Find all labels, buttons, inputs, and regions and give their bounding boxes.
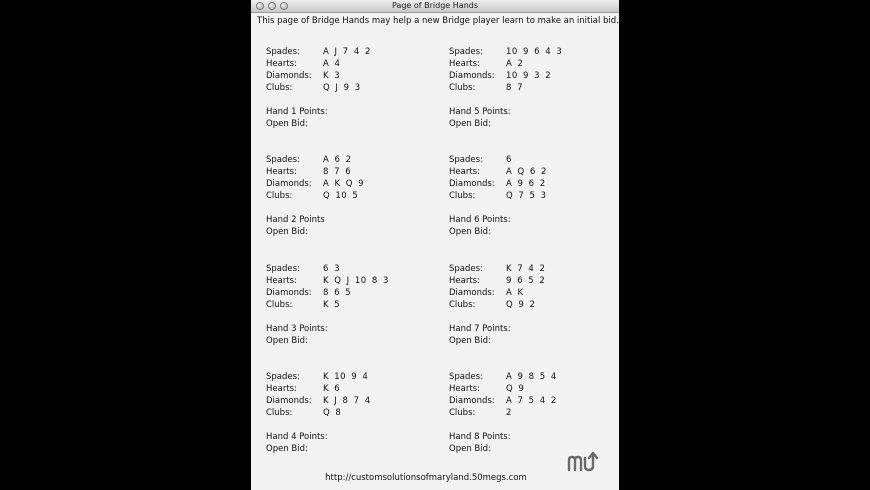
macupdate-logo-icon	[567, 452, 601, 472]
hearts-label: Hearts:	[266, 276, 297, 286]
clubs-cards: Q 8	[323, 408, 342, 418]
open-bid-label: Open Bid:	[449, 444, 491, 454]
spades-cards: A 6 2	[323, 155, 352, 165]
clubs-label: Clubs:	[266, 408, 293, 418]
open-bid-label: Open Bid:	[266, 444, 308, 454]
clubs-cards: K 5	[323, 300, 341, 310]
hearts-label: Hearts:	[266, 384, 297, 394]
hearts-cards: A 2	[506, 59, 524, 69]
spades-cards: 6	[506, 155, 512, 165]
open-bid-label: Open Bid:	[266, 336, 308, 346]
title-bar	[251, 0, 619, 13]
spades-cards: A 9 8 5 4	[506, 372, 557, 382]
hearts-label: Hearts:	[449, 384, 480, 394]
app-window	[251, 0, 619, 490]
hearts-label: Hearts:	[266, 59, 297, 69]
clubs-cards: Q 9 2	[506, 300, 536, 310]
spades-cards: 6 3	[323, 264, 341, 274]
diamonds-cards: K 3	[323, 71, 341, 81]
diamonds-label: Diamonds:	[449, 396, 495, 406]
spades-cards: 10 9 6 4 3	[506, 47, 563, 57]
open-bid-label: Open Bid:	[449, 227, 491, 237]
hand-points-label: Hand 5 Points:	[449, 107, 511, 117]
hearts-cards: K Q J 10 8 3	[323, 276, 389, 286]
hand-points-label: Hand 6 Points:	[449, 215, 511, 225]
spades-cards: A J 7 4 2	[323, 47, 371, 57]
hearts-cards: K 6	[323, 384, 341, 394]
diamonds-label: Diamonds:	[266, 396, 312, 406]
clubs-label: Clubs:	[449, 191, 476, 201]
clubs-label: Clubs:	[266, 300, 293, 310]
hand-points-label: Hand 3 Points:	[266, 324, 328, 334]
spades-label: Spades:	[266, 372, 300, 382]
diamonds-cards: A 7 5 4 2	[506, 396, 557, 406]
diamonds-cards: A 9 6 2	[506, 179, 546, 189]
spades-label: Spades:	[449, 47, 483, 57]
window-title: Page of Bridge Hands	[391, 1, 479, 10]
hand-points-label: Hand 1 Points:	[266, 107, 328, 117]
footer-url[interactable]: http://customsolutionsofmaryland.50megs.com	[325, 473, 527, 483]
diamonds-cards: K J 8 7 4	[323, 396, 371, 406]
diamonds-label: Diamonds:	[449, 179, 495, 189]
intro-text: This page of Bridge Hands may help a new Bridge player learn to make an initial bid.	[257, 16, 619, 26]
diamonds-label: Diamonds:	[266, 288, 312, 298]
hearts-cards: A 4	[323, 59, 341, 69]
hearts-cards: Q 9	[506, 384, 525, 394]
open-bid-label: Open Bid:	[266, 227, 308, 237]
diamonds-label: Diamonds:	[449, 288, 495, 298]
open-bid-label: Open Bid:	[266, 119, 308, 129]
spades-cards: K 7 4 2	[506, 264, 546, 274]
spades-cards: K 10 9 4	[323, 372, 369, 382]
clubs-label: Clubs:	[266, 83, 293, 93]
spades-label: Spades:	[449, 372, 483, 382]
clubs-label: Clubs:	[449, 408, 476, 418]
hearts-cards: 8 7 6	[323, 167, 352, 177]
diamonds-cards: 10 9 3 2	[506, 71, 552, 81]
hearts-label: Hearts:	[449, 59, 480, 69]
spades-label: Spades:	[266, 47, 300, 57]
hearts-cards: 9 6 5 2	[506, 276, 546, 286]
clubs-cards: Q J 9 3	[323, 83, 361, 93]
clubs-cards: Q 7 5 3	[506, 191, 547, 201]
diamonds-cards: A K	[506, 288, 524, 298]
open-bid-label: Open Bid:	[449, 119, 491, 129]
clubs-cards: Q 10 5	[323, 191, 359, 201]
hand-points-label: Hand 8 Points:	[449, 432, 511, 442]
hearts-label: Hearts:	[449, 167, 480, 177]
diamonds-label: Diamonds:	[449, 71, 495, 81]
spades-label: Spades:	[266, 155, 300, 165]
hand-points-label: Hand 7 Points:	[449, 324, 511, 334]
hearts-label: Hearts:	[449, 276, 480, 286]
hearts-cards: A Q 6 2	[506, 167, 547, 177]
diamonds-cards: 8 6 5	[323, 288, 352, 298]
open-bid-label: Open Bid:	[449, 336, 491, 346]
clubs-cards: 8 7	[506, 83, 524, 93]
hearts-label: Hearts:	[266, 167, 297, 177]
diamonds-cards: A K Q 9	[323, 179, 365, 189]
spades-label: Spades:	[449, 264, 483, 274]
hand-points-label: Hand 4 Points:	[266, 432, 328, 442]
spades-label: Spades:	[266, 264, 300, 274]
diamonds-label: Diamonds:	[266, 71, 312, 81]
clubs-label: Clubs:	[449, 83, 476, 93]
clubs-label: Clubs:	[266, 191, 293, 201]
clubs-cards: 2	[506, 408, 512, 418]
clubs-label: Clubs:	[449, 300, 476, 310]
diamonds-label: Diamonds:	[266, 179, 312, 189]
hand-points-label: Hand 2 Points	[266, 215, 325, 225]
spades-label: Spades:	[449, 155, 483, 165]
